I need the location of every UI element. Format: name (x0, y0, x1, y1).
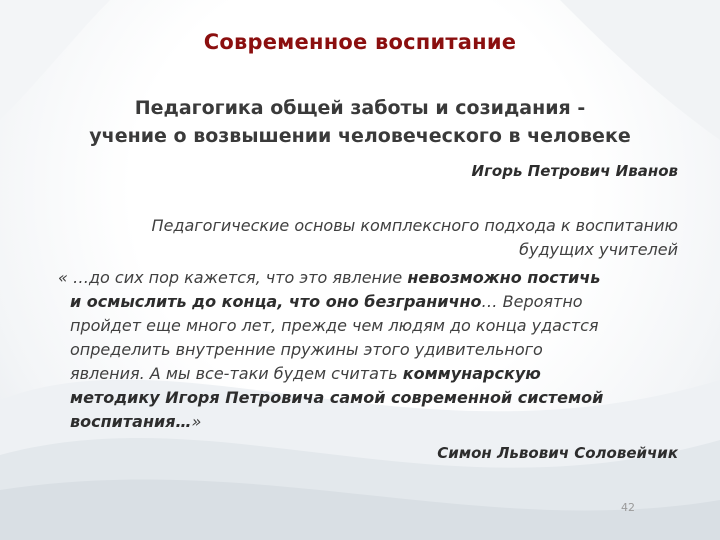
quote-line-7 (58, 410, 678, 434)
quote-line-3: пройдет еще много лет, прежде чем людям до конца удастся (70, 316, 599, 335)
quote-line-5 (58, 362, 678, 386)
quote-line-1-text: « …до сих пор кажется, что это явление (58, 268, 408, 287)
quote-line-7-bold: воспитания… (70, 412, 192, 431)
slide-subtitle (40, 94, 680, 150)
quote-line-4: определить внутренние пружины этого удивительного (70, 340, 543, 359)
quote-line-6-bold: методику Игоря Петровича самой современной системой (70, 388, 604, 407)
quote-block (58, 266, 678, 434)
page-number: 42 (621, 501, 635, 514)
slide-title: Современное воспитание (203, 30, 517, 54)
book-title-line-1: Педагогические основы комплексного подхода к воспитанию (151, 216, 678, 235)
author-ivanov: Игорь Петрович Иванов (471, 162, 678, 180)
quote-line-6 (58, 386, 678, 410)
quote-line-2-bold: и осмыслить до конца, что оно безгранично (70, 292, 482, 311)
quote-line-1-bold: невозможно постичь (407, 268, 601, 287)
book-title-line-2: будущих учителей (519, 240, 678, 259)
quote-line-1 (58, 266, 678, 290)
subtitle-line-1: Педагогика общей заботы и созидания - (134, 97, 586, 119)
quote-line-2-text: … Вероятно (481, 292, 583, 311)
subtitle-line-2: учение о возвышении человеческого в человеке (89, 125, 631, 147)
quote-line-2 (58, 290, 678, 314)
quote-line-5-bold: коммунарскую (402, 364, 541, 383)
book-title (118, 214, 678, 262)
author-soloveichik: Симон Львович Соловейчик (437, 444, 678, 462)
quote-line-5-text: явления. А мы все-таки будем считать (70, 364, 403, 383)
quote-line-7-text: » (191, 412, 202, 431)
